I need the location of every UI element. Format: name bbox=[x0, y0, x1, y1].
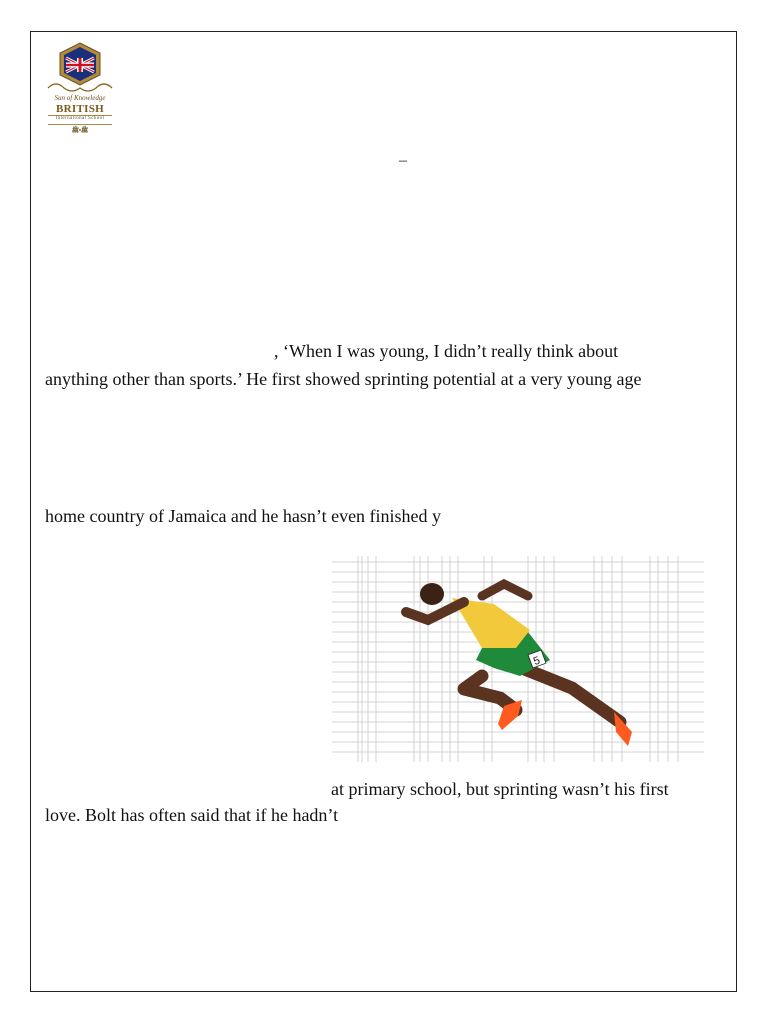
bib-number: 5 bbox=[531, 654, 542, 668]
paragraph-line: love. Bolt has often said that if he hadn’t bbox=[45, 805, 339, 825]
paragraph-line: anything other than sports.’ He first showed sprinting potential at a very young age bbox=[45, 369, 642, 389]
logo-subtitle: International School bbox=[55, 116, 105, 121]
logo-ornament: ﷺ•ﷺ bbox=[71, 128, 89, 134]
logo-tagline: Sun of Knowledge bbox=[54, 94, 106, 102]
paragraph-line: home country of Jamaica and he hasn’t even finished y bbox=[45, 506, 442, 526]
paragraph-line: at primary school, but sprinting wasn’t his first bbox=[331, 779, 669, 799]
head bbox=[420, 583, 444, 605]
paragraph-line: , ‘When I was young, I didn’t really think about bbox=[274, 341, 619, 361]
sprinter-illustration bbox=[332, 556, 704, 762]
crest-icon bbox=[44, 42, 116, 94]
title-dash: – bbox=[399, 152, 407, 169]
logo-name: BRITISH bbox=[56, 103, 104, 115]
logo-divider bbox=[48, 124, 112, 125]
sprinter-photo bbox=[332, 556, 704, 762]
school-logo bbox=[44, 42, 116, 142]
